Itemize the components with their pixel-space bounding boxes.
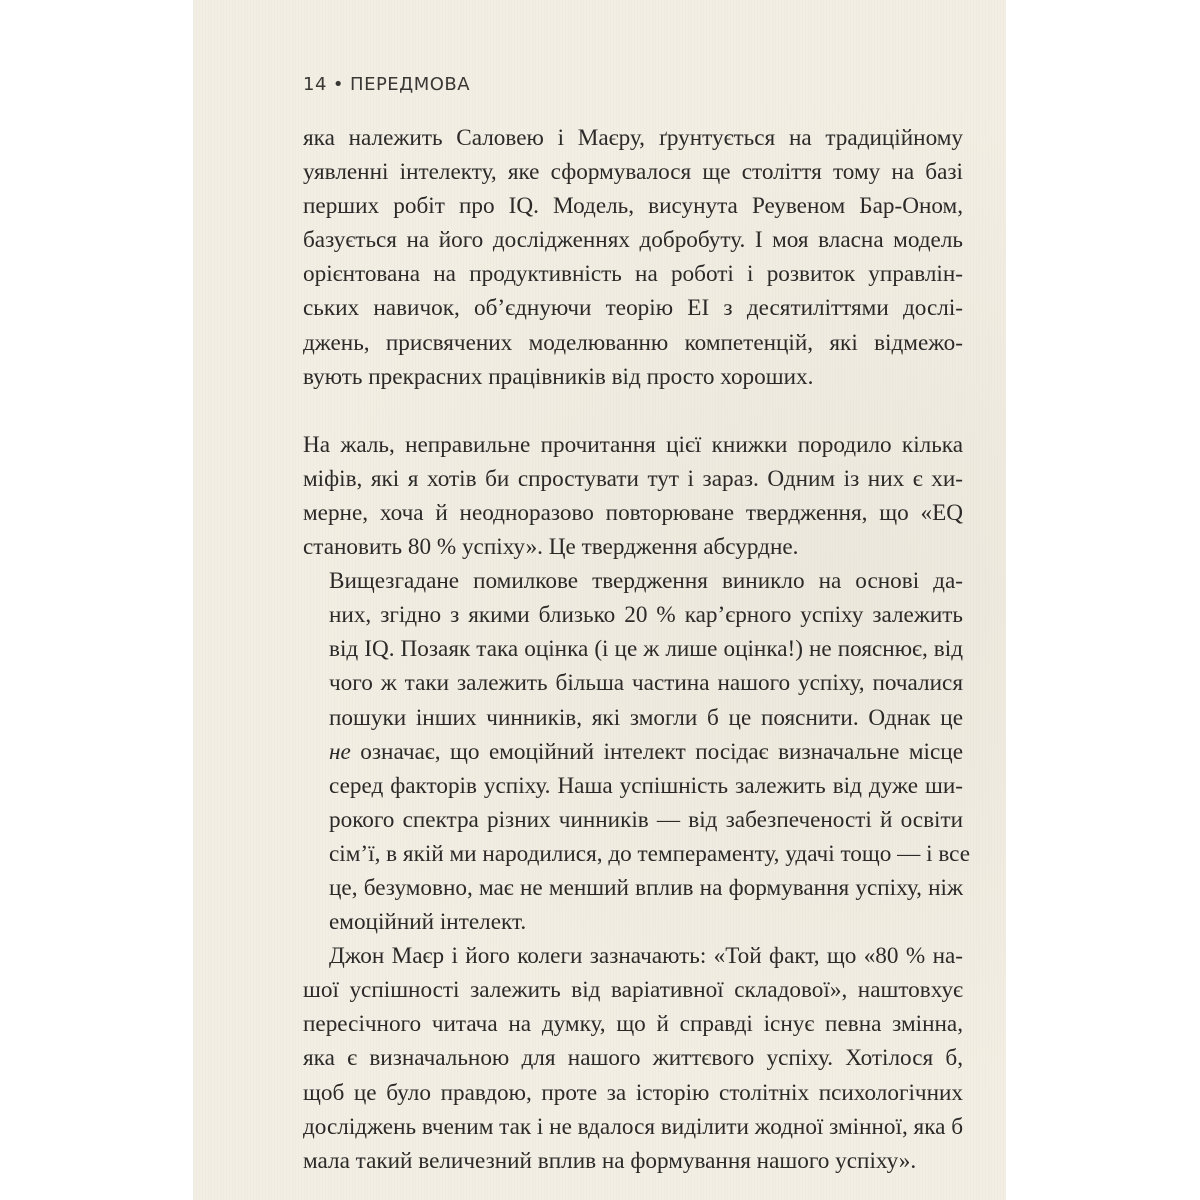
text-line: Джон Маєр і його колеги зазначають: «Той факт, що «80 % на- (329, 943, 963, 970)
text-line: чого ж таки залежить більша частина нашого успіху, почалися (329, 670, 963, 697)
text-line: рокого спектра різних чинників — від забезпеченості й освіти (329, 806, 963, 833)
paragraph-3 (303, 564, 971, 939)
text-line: пошуки інших чинників, які змогли б це пояснити. Однак це (329, 704, 963, 731)
text-line: Вищезгадане помилкове твердження виникло на основі да- (329, 568, 963, 595)
text-line: вують прекрасних працівників від просто хороших. (303, 363, 814, 390)
emphasis-word: не (329, 738, 351, 765)
text-line: яка є визначальною для нашого життєвого успіху. Хотілося б, (303, 1045, 963, 1072)
body-text (303, 121, 971, 1178)
text-line-with-emphasis (303, 735, 963, 769)
section-title: ПЕРЕДМОВА (350, 74, 471, 95)
text-line: від IQ. Позаяк така оцінка (і це ж лише оцінка!) не пояснює, від (329, 636, 963, 663)
text-line: мала такий величезний вплив на формування нашого успіху». (303, 1147, 917, 1174)
text-line: шої успішності залежить від варіативної складової», наштовхує (303, 977, 963, 1004)
paragraph-4 (303, 939, 963, 1178)
text-line: орієнтована на продуктивність на роботі і розвиток управлін- (303, 261, 963, 288)
page-number: 14 (303, 74, 327, 95)
text-line: мерне, хоча й неодноразово повторюване твердження, що «EQ (303, 499, 963, 526)
paragraph-1 (303, 121, 963, 394)
text-line: уявленні інтелекту, яке сформувалося ще століття тому на базі (303, 159, 963, 186)
text-line: емоційний інтелект. (329, 909, 527, 936)
text-line: них, згідно з якими близько 20 % кар’єрного успіху залежить (329, 602, 963, 629)
text-line: сім’ї, в якій ми народилися, до темпераменту, удачі тощо — і все (329, 840, 971, 867)
text-line: базується на його дослідженнях добробуту. І моя власна модель (303, 227, 963, 254)
text-line: перших робіт про IQ. Модель, висунута Реувеном Бар-Оном, (303, 193, 963, 220)
text-line: На жаль, неправильне прочитання цієї книжки породило кілька (303, 431, 963, 458)
book-page (193, 0, 1006, 1200)
text-line: джень, присвячених моделюванню компетенцій, які відмежо- (303, 329, 963, 356)
text-line: ських навичок, об’єднуючи теорію EI з десятиліттями дослі- (303, 295, 963, 322)
text-line: міфів, які я хотів би спростувати тут і зараз. Одним із них є хи- (303, 465, 963, 492)
text-line: становить 80 % успіху». Це твердження абсурдне. (303, 534, 799, 561)
text-line: це, безумовно, має не менший вплив на формування успіху, ніж (329, 874, 963, 901)
paragraph-2 (303, 428, 963, 564)
text-line: пересічного читача на думку, що й справді існує певна змінна, (303, 1011, 963, 1038)
text-fragment: означає, що емоційний інтелект посідає визначальне місце (350, 738, 963, 765)
text-line: щоб це було правдою, проте за історію столітніх психологічних (303, 1079, 963, 1106)
text-line: досліджень вченим так і не вдалося виділити жодної змінної, яка б (303, 1113, 964, 1140)
separator-bullet: • (332, 74, 345, 95)
text-line: серед факторів успіху. Наша успішність залежить від дуже ши- (329, 772, 963, 799)
text-line: яка належить Саловею і Маєру, ґрунтується на традиційному (303, 125, 963, 151)
running-head (303, 74, 470, 95)
